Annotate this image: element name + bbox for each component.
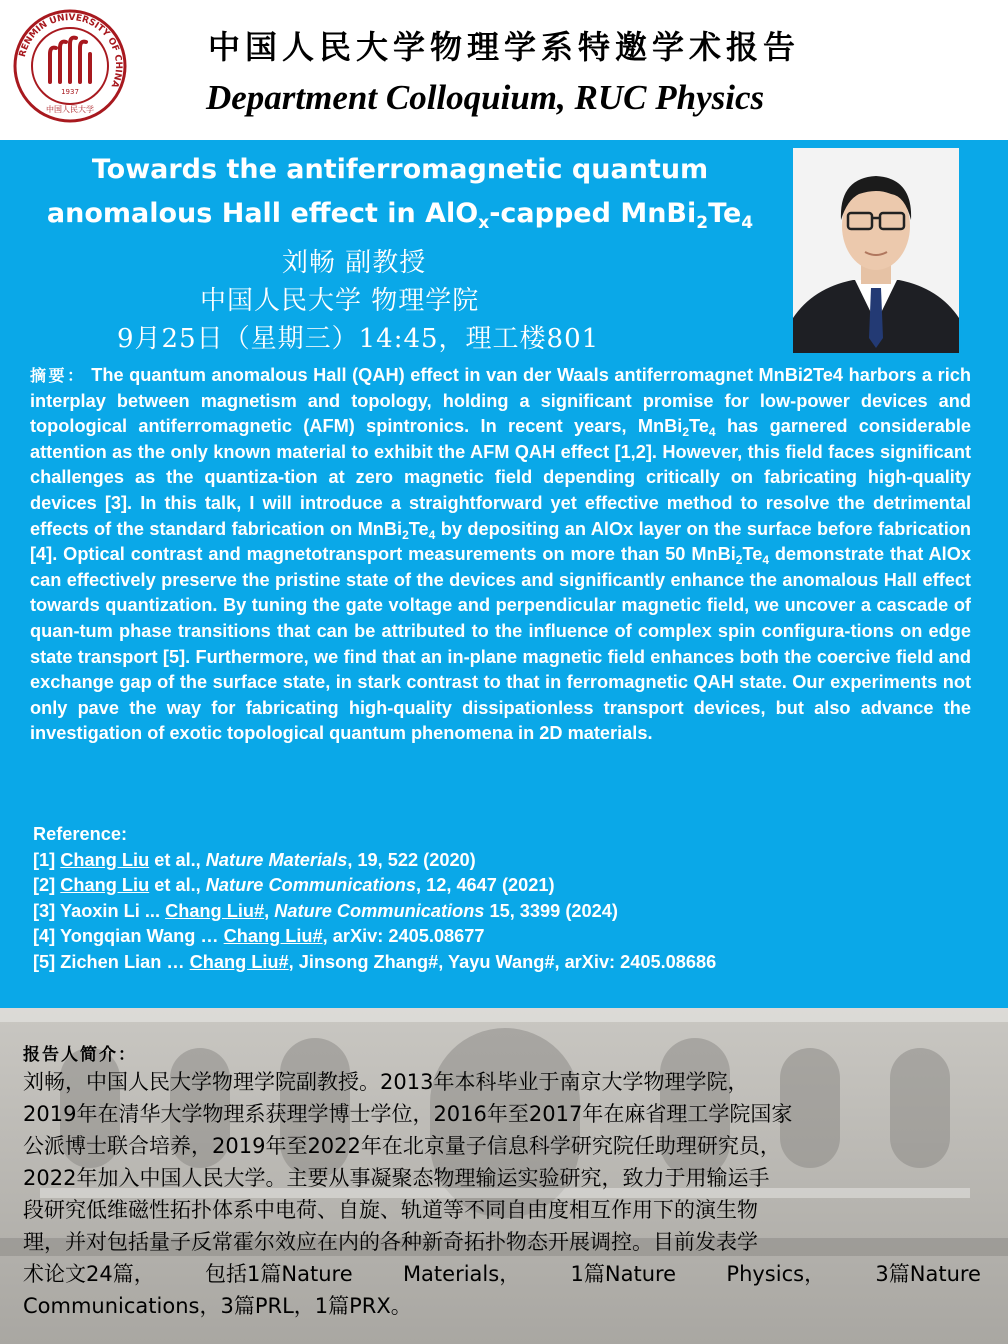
- bio-line: 段研究低维磁性拓扑体系中电荷、自旋、轨道等不同自由度相互作用下的演生物: [23, 1198, 758, 1222]
- bio-line: 公派博士联合培养，2019年至2022年在北京量子信息科学研究院任助理研究员，: [23, 1134, 781, 1158]
- talk-title-line2: anomalous Hall effect in AlO$_x$-capped $MnBi_2Te_4$: [46, 198, 754, 233]
- svg-text:1937: 1937: [61, 88, 79, 96]
- speaker-affiliation: 中国人民大学 物理学院: [200, 286, 480, 316]
- svg-text:中国人民大学: 中国人民大学: [46, 105, 94, 114]
- reference-item: [5] Zichen Lian … Chang Liu#, Jinsong Zhang#, Yayu Wang#, arXiv: 2405.08686: [33, 951, 717, 972]
- abstract-label: 摘要：: [30, 366, 86, 385]
- speaker-name: 刘畅 副教授: [282, 248, 427, 278]
- svg-text:RENMIN UNIVERSITY OF CHINA: RENMIN UNIVERSITY OF CHINA: [17, 12, 124, 89]
- reference-item: [2] Chang Liu et al., Nature Communications, 12, 4647 (2021): [33, 875, 555, 896]
- header: [0, 0, 1008, 140]
- bio-line: 2022年加入中国人民大学。主要从事凝聚态物理输运实验研究，致力于用输运手: [23, 1166, 770, 1190]
- reference-heading: Reference:: [33, 824, 128, 844]
- header-title-cn: 中国人民大学物理学系特邀学术报告: [208, 28, 801, 66]
- reference-item: [4] Yongqian Wang … Chang Liu#, arXiv: 2405.08677: [33, 926, 485, 947]
- abstract-text: 摘要： The quantum anomalous Hall (QAH) effect in van der Waals antiferromagnet MnBi2Te4 harbors a rich interplay between magnetism and topology, holding a significant promise for low-power devices and topological antiferromagnetic (AFM) spintronics. In recent years, $MnBi_2Te_4$ has garnered considerable attention as the only known material to exhibit the AFM QAH effect [1,2]. However, this field faces significant challenges as the quantiza-tion at zero magnetic field depending critically on fabricating high-quality devices [3]. In this talk, I will introduce a straightforward yet effective method to resolve the detrimental effects of the standard fabrication on $MnBi_2Te_4$ by depositing an AlOx layer on the surface before fabrication [4]. Optical contrast and magnetotransport measurements on more than 50 $MnBi_2Te_4$ demonstrate that AlOx can effectively preserve the pristine state of the devices and significantly enhance the anomalous Hall effect towards quantization. By tuning the gate voltage and perpendicular magnetic field, we uncover a cascade of quan-tum phase transitions that can be attributed to the influence of complex spin configura-tions on edge state transport [5]. Furthermore, we find that an in-plane magnetic field enhances both the coercive field and exchange gap of the surface state, in stark contrast to that in ferromagnetic QAH state. Our experiments not only pave the way for fabricating high-quality dissipationless transport devices, but also advance the investigation of exotic topological quantum phenomena in 2D materials.: [30, 365, 972, 744]
- university-seal-logo: [12, 8, 128, 124]
- bio-heading: 报告人简介：: [23, 1045, 137, 1065]
- reference-list: [33, 822, 716, 976]
- talk-time-place: 9月25日（星期三）14:45，理工楼801: [117, 324, 600, 354]
- reference-item: [1] Chang Liu et al., Nature Materials, 19, 522 (2020): [33, 849, 476, 870]
- bio-line: 理，并对包括量子反常霍尔效应在内的各种新奇拓扑物态开展调控。目前发表学: [23, 1230, 758, 1254]
- bio-line: 2019年在清华大学物理系获理学博士学位，2016年至2017年在麻省理工学院国家: [23, 1102, 793, 1126]
- speaker-photo: [793, 148, 959, 353]
- talk-title-line1: Towards the antiferromagnetic quantum: [91, 154, 709, 185]
- bio-line: Communications，3篇PRL，1篇PRX。: [23, 1294, 412, 1318]
- bio-line: 术论文24篇， 包括1篇Nature Materials， 1篇Nature Physics， 3篇Nature: [23, 1262, 981, 1286]
- reference-item: [3] Yaoxin Li ... Chang Liu#, Nature Communications 15, 3399 (2024): [33, 900, 618, 921]
- header-title-en: Department Colloquium, RUC Physics: [206, 78, 765, 117]
- bio-line: 刘畅，中国人民大学物理学院副教授。2013年本科毕业于南京大学物理学院，: [23, 1070, 749, 1094]
